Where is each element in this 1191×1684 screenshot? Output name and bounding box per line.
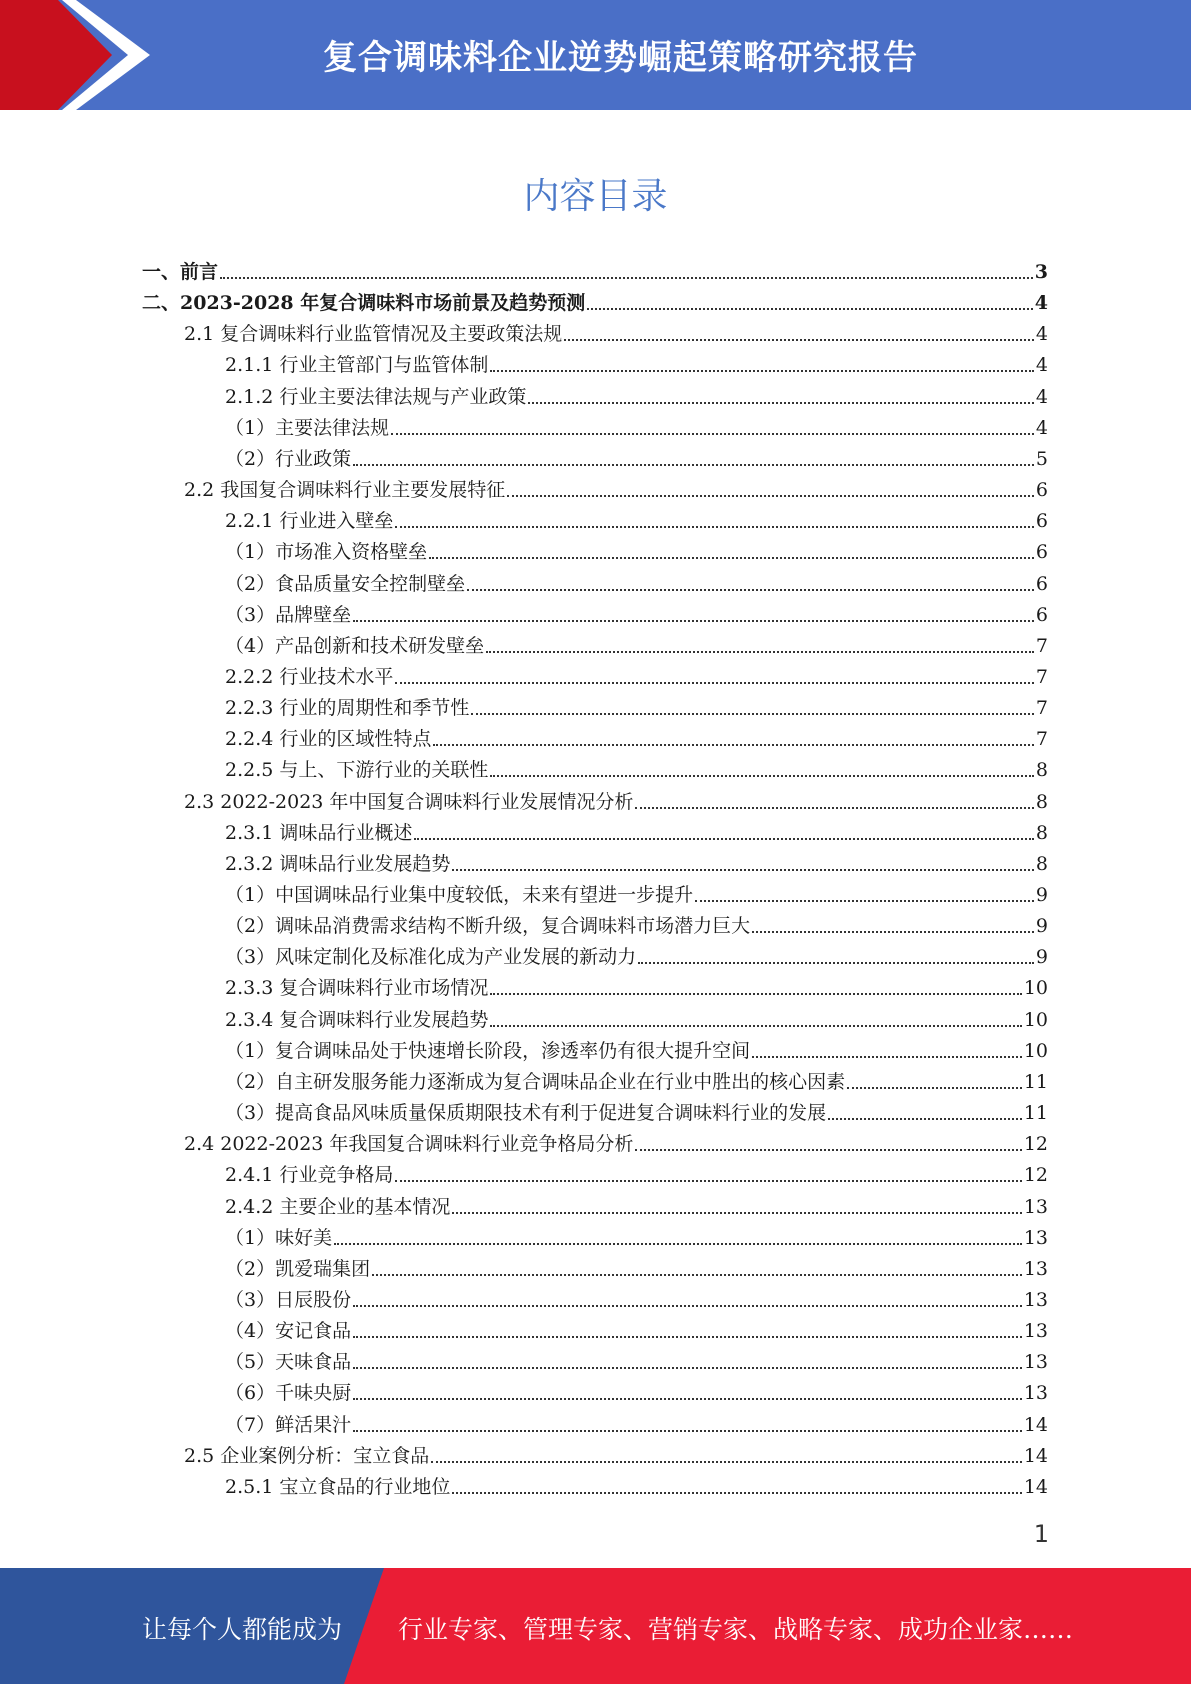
toc-dot-leader bbox=[635, 803, 1033, 809]
toc-entry[interactable] bbox=[142, 284, 1048, 315]
toc-dot-leader bbox=[587, 304, 1033, 310]
toc-entry[interactable] bbox=[225, 378, 1048, 409]
toc-entry-title: 2.4.1 行业竞争格局 bbox=[225, 1164, 394, 1187]
toc-dot-leader bbox=[490, 771, 1034, 777]
toc-entry-title: 2.2.2 行业技术水平 bbox=[225, 665, 394, 688]
toc-entry-title: （4）安记食品 bbox=[225, 1320, 352, 1343]
toc-entry-page: 8 bbox=[1035, 852, 1048, 875]
toc-entry[interactable] bbox=[225, 876, 1048, 907]
toc-entry[interactable] bbox=[225, 751, 1048, 782]
toc-entry-title: 2.3 2022-2023 年中国复合调味料行业发展情况分析 bbox=[184, 790, 634, 813]
toc-entry-title: 2.2.4 行业的区域性特点 bbox=[225, 728, 432, 751]
toc-entry[interactable] bbox=[142, 253, 1048, 284]
toc-entry-page: 7 bbox=[1035, 634, 1048, 657]
toc-entry-title: （1）中国调味品行业集中度较低，未来有望进一步提升 bbox=[225, 884, 694, 906]
toc-entry-page: 7 bbox=[1035, 728, 1048, 751]
toc-entry-title: （3）日辰股份 bbox=[225, 1288, 352, 1311]
toc-entry-title: （6）千味央厨 bbox=[225, 1382, 352, 1405]
toc-entry-page: 13 bbox=[1023, 1382, 1048, 1405]
toc-entry[interactable] bbox=[225, 1343, 1048, 1374]
toc-dot-leader bbox=[391, 429, 1034, 435]
toc-dot-leader bbox=[431, 1457, 1022, 1463]
toc-entry-page: 9 bbox=[1035, 884, 1048, 906]
toc-dot-leader bbox=[486, 647, 1034, 653]
toc-dot-leader bbox=[429, 553, 1034, 559]
toc-dot-leader bbox=[433, 740, 1034, 746]
toc-dot-leader bbox=[638, 958, 1034, 964]
header-chevron-icon bbox=[0, 0, 150, 110]
toc-entry-title: 2.1 复合调味料行业监管情况及主要政策法规 bbox=[184, 323, 563, 346]
toc-entry[interactable] bbox=[225, 1312, 1048, 1343]
toc-entry-page: 8 bbox=[1035, 821, 1048, 844]
toc-entry-page: 11 bbox=[1023, 1070, 1048, 1093]
footer-slogan-left: 让每个人都能成为 bbox=[142, 1615, 343, 1644]
toc-entry[interactable] bbox=[225, 1219, 1048, 1250]
page-number: 1 bbox=[1033, 1520, 1049, 1548]
toc-dot-leader bbox=[353, 1394, 1022, 1400]
toc-entry[interactable] bbox=[184, 1125, 1048, 1156]
toc-entry-page: 12 bbox=[1023, 1133, 1048, 1156]
toc-dot-leader bbox=[220, 273, 1033, 279]
toc-dot-leader bbox=[353, 460, 1034, 466]
toc-dot-leader bbox=[507, 491, 1034, 497]
toc-dot-leader bbox=[353, 1363, 1022, 1369]
toc-dot-leader bbox=[828, 1114, 1022, 1120]
toc-entry[interactable] bbox=[225, 969, 1048, 1000]
toc-entry[interactable] bbox=[184, 1437, 1048, 1468]
toc-dot-leader bbox=[395, 1176, 1021, 1182]
toc-entry-title: 2.3.2 调味品行业发展趋势 bbox=[225, 852, 451, 875]
toc-entry-title: 一、前言 bbox=[142, 261, 219, 283]
toc-dot-leader bbox=[452, 865, 1034, 871]
toc-entry-title: （1）复合调味品处于快速增长阶段，渗透率仍有很大提升空间 bbox=[225, 1039, 751, 1062]
toc-dot-leader bbox=[353, 1301, 1022, 1307]
toc-dot-leader bbox=[695, 896, 1034, 902]
toc-entry-title: 2.2.3 行业的周期性和季节性 bbox=[225, 697, 470, 720]
toc-entry-page: 3 bbox=[1034, 261, 1048, 283]
toc-dot-leader bbox=[635, 1145, 1021, 1151]
toc-dot-leader bbox=[752, 927, 1034, 933]
toc-entry-title: （1）市场准入资格壁垒 bbox=[225, 541, 428, 564]
toc-dot-leader bbox=[452, 1208, 1021, 1214]
toc-dot-leader bbox=[490, 989, 1021, 995]
toc-entry-title: （1）味好美 bbox=[225, 1226, 333, 1249]
toc-entry-page: 10 bbox=[1023, 1008, 1048, 1031]
toc-entry-page: 13 bbox=[1023, 1351, 1048, 1374]
toc-entry-title: 2.4 2022-2023 年我国复合调味料行业竞争格局分析 bbox=[184, 1133, 634, 1156]
toc-entry[interactable] bbox=[225, 1281, 1048, 1312]
toc-entry-title: 2.1.2 行业主要法律法规与产业政策 bbox=[225, 385, 527, 408]
toc-entry-page: 4 bbox=[1035, 416, 1048, 439]
toc-heading: 内容目录 bbox=[523, 176, 668, 217]
toc-dot-leader bbox=[847, 1083, 1022, 1089]
toc-entry-title: 2.5 企业案例分析：宝立食品 bbox=[184, 1444, 430, 1467]
header-banner bbox=[0, 0, 1191, 110]
toc-dot-leader bbox=[395, 522, 1034, 528]
toc-entry-page: 13 bbox=[1023, 1320, 1048, 1343]
toc-entry[interactable] bbox=[225, 907, 1048, 938]
toc-entry[interactable] bbox=[225, 938, 1048, 969]
toc-dot-leader bbox=[490, 366, 1034, 372]
toc-entry-title: 2.2 我国复合调味料行业主要发展特征 bbox=[184, 479, 506, 502]
toc-dot-leader bbox=[752, 1052, 1022, 1058]
toc-entry-title: （5）天味食品 bbox=[225, 1351, 352, 1374]
toc-entry-title: （1）主要法律法规 bbox=[225, 416, 390, 439]
footer-banner bbox=[0, 1568, 1191, 1684]
toc-entry-page: 6 bbox=[1035, 479, 1048, 502]
footer-slogan-right: 行业专家、管理专家、营销专家、战略专家、成功企业家…… bbox=[398, 1615, 1074, 1644]
toc-entry-page: 6 bbox=[1035, 510, 1048, 533]
toc-dot-leader bbox=[564, 335, 1034, 341]
toc-entry[interactable] bbox=[225, 565, 1048, 596]
toc-entry[interactable] bbox=[225, 1156, 1048, 1187]
toc-entry-title: （3）品牌壁垒 bbox=[225, 603, 352, 626]
toc-entry[interactable] bbox=[225, 440, 1048, 471]
toc-dot-leader bbox=[353, 1426, 1022, 1432]
toc-entry-title: （4）产品创新和技术研发壁垒 bbox=[225, 634, 485, 657]
toc-entry[interactable] bbox=[225, 533, 1048, 564]
toc-entry[interactable] bbox=[225, 814, 1048, 845]
toc-entry-page: 4 bbox=[1035, 385, 1048, 408]
toc-entry[interactable] bbox=[225, 658, 1048, 689]
toc-entry[interactable] bbox=[225, 1374, 1048, 1405]
toc-entry-title: （2）调味品消费需求结构不断升级，复合调味料市场潜力巨大 bbox=[225, 915, 751, 938]
toc-entry-title: 2.5.1 宝立食品的行业地位 bbox=[225, 1475, 451, 1498]
toc-entry[interactable] bbox=[225, 502, 1048, 533]
toc-entry-title: 2.3.4 复合调味料行业发展趋势 bbox=[225, 1008, 489, 1031]
toc-entry-title: 2.4.2 主要企业的基本情况 bbox=[225, 1195, 451, 1218]
toc-entry[interactable] bbox=[225, 1468, 1048, 1499]
toc-entry-page: 4 bbox=[1035, 323, 1048, 346]
toc-entry-page: 8 bbox=[1035, 790, 1048, 813]
toc-dot-leader bbox=[452, 1488, 1021, 1494]
toc-dot-leader bbox=[490, 1021, 1021, 1027]
toc-entry[interactable] bbox=[225, 346, 1048, 377]
toc-entry[interactable] bbox=[184, 471, 1048, 502]
toc-entry-page: 13 bbox=[1023, 1257, 1048, 1280]
toc-dot-leader bbox=[414, 834, 1034, 840]
toc-entry-page: 6 bbox=[1035, 572, 1048, 595]
toc-entry-page: 13 bbox=[1023, 1288, 1048, 1311]
toc-dot-leader bbox=[353, 1332, 1022, 1338]
toc-entry-page: 9 bbox=[1035, 946, 1048, 969]
toc-entry-page: 8 bbox=[1035, 759, 1048, 782]
toc-entry-page: 6 bbox=[1035, 541, 1048, 564]
toc-entry[interactable] bbox=[225, 1032, 1048, 1063]
toc-entry[interactable] bbox=[184, 783, 1048, 814]
toc-entry-title: （2）食品质量安全控制壁垒 bbox=[225, 572, 466, 595]
toc-dot-leader bbox=[395, 678, 1034, 684]
toc-dot-leader bbox=[471, 709, 1034, 715]
toc-entry-title: （7）鲜活果汁 bbox=[225, 1413, 352, 1436]
toc-entry[interactable] bbox=[225, 1063, 1048, 1094]
toc-entry[interactable] bbox=[225, 720, 1048, 751]
toc-entry-title: 2.2.5 与上、下游行业的关联性 bbox=[225, 759, 489, 782]
toc-entry-page: 9 bbox=[1035, 915, 1048, 938]
toc-entry-page: 7 bbox=[1035, 665, 1048, 688]
toc-entry-title: （3）风味定制化及标准化成为产业发展的新动力 bbox=[225, 946, 637, 969]
toc-entry[interactable] bbox=[225, 1001, 1048, 1032]
toc-entry-page: 12 bbox=[1023, 1164, 1048, 1187]
toc-entry-page: 7 bbox=[1035, 697, 1048, 720]
toc-entry[interactable] bbox=[225, 596, 1048, 627]
toc-entry-page: 5 bbox=[1035, 447, 1048, 470]
toc-entry-page: 14 bbox=[1023, 1413, 1048, 1436]
toc-entry-title: （2）凯爱瑞集团 bbox=[225, 1257, 371, 1280]
toc-entry[interactable] bbox=[225, 409, 1048, 440]
toc-entry-title: （2）行业政策 bbox=[225, 447, 352, 470]
toc-entry-page: 14 bbox=[1023, 1444, 1048, 1467]
toc-entry-page: 13 bbox=[1023, 1226, 1048, 1249]
toc-entry-title: （2）自主研发服务能力逐渐成为复合调味品企业在行业中胜出的核心因素 bbox=[225, 1070, 846, 1093]
toc-entry[interactable] bbox=[225, 1094, 1048, 1125]
report-title: 复合调味料企业逆势崛起策略研究报告 bbox=[323, 38, 918, 78]
toc-dot-leader bbox=[372, 1270, 1022, 1276]
toc-dot-leader bbox=[528, 398, 1034, 404]
toc-entry-page: 14 bbox=[1023, 1475, 1048, 1498]
toc-entry[interactable] bbox=[225, 627, 1048, 658]
toc-dot-leader bbox=[334, 1239, 1022, 1245]
toc-entry-title: 2.3.1 调味品行业概述 bbox=[225, 821, 413, 844]
toc-entry[interactable] bbox=[225, 689, 1048, 720]
toc-entry[interactable] bbox=[225, 1250, 1048, 1281]
toc-entry-page: 10 bbox=[1023, 1039, 1048, 1062]
toc-entry[interactable] bbox=[225, 1406, 1048, 1437]
toc-entry[interactable] bbox=[225, 1188, 1048, 1219]
toc-entry[interactable] bbox=[184, 315, 1048, 346]
toc-entry-page: 4 bbox=[1035, 354, 1048, 377]
toc-entry-title: 2.1.1 行业主管部门与监管体制 bbox=[225, 354, 489, 377]
toc-dot-leader bbox=[353, 616, 1034, 622]
toc-entry-title: 2.3.3 复合调味料行业市场情况 bbox=[225, 977, 489, 1000]
toc-entry-page: 10 bbox=[1023, 977, 1048, 1000]
toc-entry-page: 6 bbox=[1035, 603, 1048, 626]
toc-dot-leader bbox=[467, 585, 1034, 591]
toc-entry-title: （3）提高食品风味质量保质期限技术有利于促进复合调味料行业的发展 bbox=[225, 1102, 827, 1125]
toc-entry[interactable] bbox=[225, 845, 1048, 876]
toc-entry-title: 二、2023-2028 年复合调味料市场前景及趋势预测 bbox=[142, 292, 586, 315]
toc-entry-page: 4 bbox=[1034, 292, 1048, 315]
toc-entry-page: 13 bbox=[1023, 1195, 1048, 1218]
toc-entry-page: 11 bbox=[1023, 1102, 1048, 1125]
toc-entry-title: 2.2.1 行业进入壁垒 bbox=[225, 510, 394, 533]
